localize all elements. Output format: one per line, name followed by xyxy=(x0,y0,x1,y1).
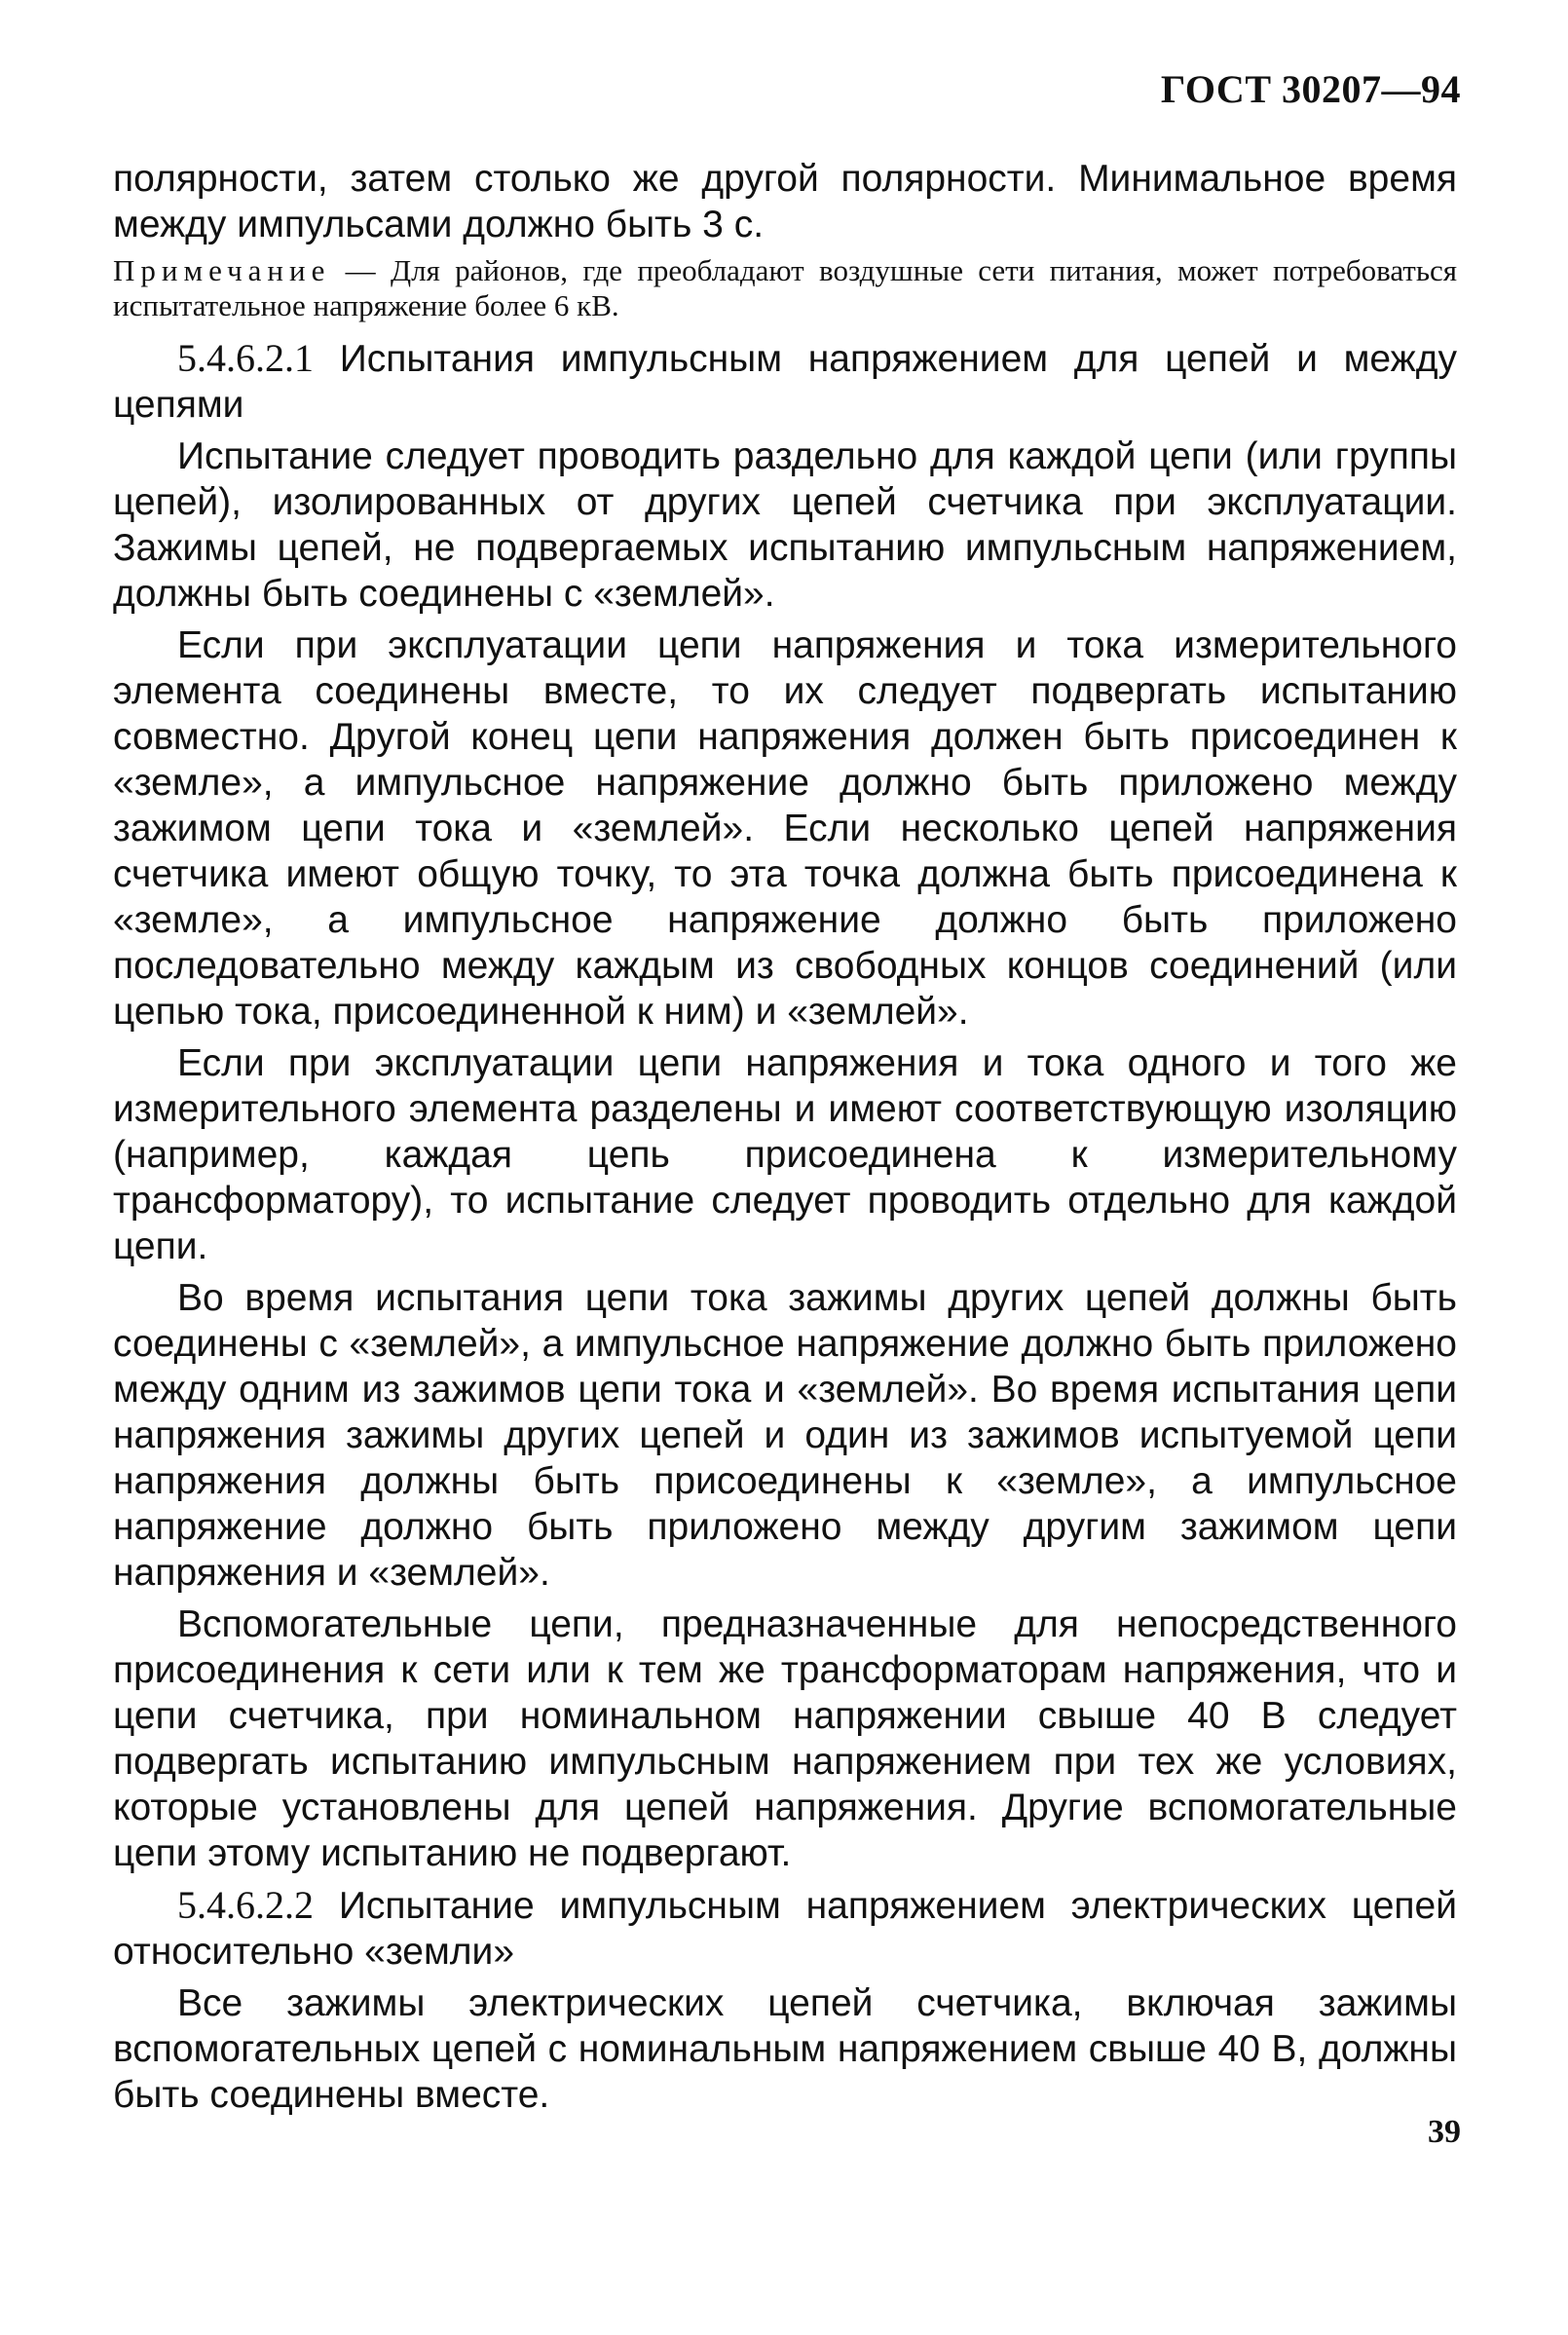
note-label: Примечание xyxy=(113,253,331,287)
section-title: Испытание импульсным напряжением электрических цепей относительно «земли» xyxy=(113,1885,1457,1973)
paragraph: Во время испытания цепи тока зажимы других цепей должны быть соединены с «землей», а импульсное напряжение должно быть приложено между одним из зажимов цепи тока и «землей». Во время испытания цепи напряжения зажимы других цепей и один из зажимов испытуемой цепи напряжения должны быть присоединены к «земле», а импульсное напряжение должно быть приложено между другим зажимом цепи напряжения и «землей». xyxy=(113,1277,1457,1594)
section-number: 5.4.6.2.2 xyxy=(177,1883,314,1927)
paragraph-continuation: полярности, затем столько же другой полярности. Минимальное время между импульсами должно быть 3 с. xyxy=(113,158,1457,245)
page-body xyxy=(113,156,1457,2124)
note xyxy=(113,253,1457,323)
standard-code-header: ГОСТ 30207—94 xyxy=(1160,67,1461,111)
paragraph: Если при эксплуатации цепи напряжения и тока одного и того же измерительного элемента разделены и имеют соответствующую изоляцию (например, каждая цепь присоединена к измерительному трансформатору), то испытание следует проводить отдельно для каждой цепи. xyxy=(113,1042,1457,1267)
section-title: Испытания импульсным напряжением для цепей и между цепями xyxy=(113,338,1457,426)
paragraph: Испытание следует проводить раздельно для каждой цепи (или группы цепей), изолированных от других цепей счетчика при эксплуатации. Зажимы цепей, не подвергаемых испытанию импульсным напряжением, должны быть соединены с «землей». xyxy=(113,435,1457,615)
section-heading-5-4-6-2-2 xyxy=(113,1882,1457,1975)
paragraph: Вспомогательные цепи, предназначенные для непосредственного присоединения к сети или к тем же трансформаторам напряжения, что и цепи счетчика, при номинальном напряжении свыше 40 В следует подвергать испытанию импульсным напряжением при тех же условиях, которые установлены для цепей напряжения. Другие вспомогательные цепи этому испытанию не подвергают. xyxy=(113,1603,1457,1874)
section-number: 5.4.6.2.1 xyxy=(177,336,314,380)
note-text: — Для районов, где преобладают воздушные сети питания, может потребоваться испытательное напряжение более 6 кВ. xyxy=(113,253,1457,322)
page-number: 39 xyxy=(1428,2114,1461,2150)
section-heading-5-4-6-2-1 xyxy=(113,335,1457,428)
paragraph: Если при эксплуатации цепи напряжения и тока измерительного элемента соединены вместе, то их следует подвергать испытанию совместно. Другой конец цепи напряжения должен быть присоединен к «земле», а импульсное напряжение должно быть приложено между зажимом цепи тока и «землей». Если несколько цепей напряжения счетчика имеют общую точку, то эта точка должна быть присоединена к «земле», а импульсное напряжение должно быть приложено последовательно между каждым из свободных концов соединений (или цепью тока, присоединенной к ним) и «землей». xyxy=(113,624,1457,1033)
paragraph: Все зажимы электрических цепей счетчика, включая зажимы вспомогательных цепей с номинальным напряжением свыше 40 В, должны быть соединены вместе. xyxy=(113,1982,1457,2116)
